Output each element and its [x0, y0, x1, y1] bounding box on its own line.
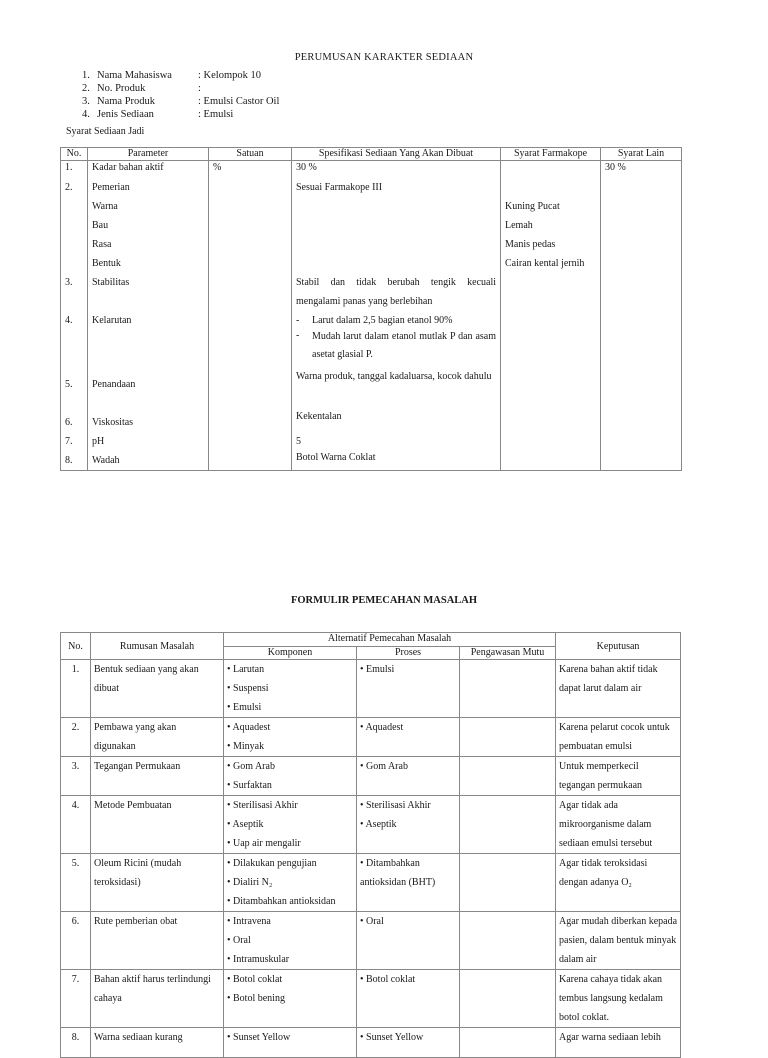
- table-header-row: [61, 633, 681, 647]
- table-row: [61, 660, 681, 718]
- row-syarat-lain: [601, 311, 682, 367]
- header-proses: Proses: [357, 646, 460, 660]
- row-farmakope: [501, 407, 601, 432]
- list-item: • Suspensi: [227, 683, 269, 694]
- row-keputusan: Untuk memperkecil tegangan permukaan: [556, 757, 681, 796]
- row-number: 3.: [61, 273, 88, 311]
- info-label: Nama Mahasiswa: [97, 70, 172, 81]
- list-item-text: Larut dalam 2,5 bagian etanol 90%: [312, 314, 453, 326]
- info-label: Nama Produk: [97, 96, 156, 107]
- row-pengawasan-mutu: [460, 1028, 556, 1058]
- header-syarat-farmakope: Syarat Farmakope: [501, 148, 601, 161]
- list-item: • Ditambahkan antioksidan (BHT): [360, 858, 436, 888]
- info-label: No. Produk: [97, 83, 146, 94]
- table-row: [61, 757, 681, 796]
- table-row: [61, 367, 682, 407]
- row-proses: [357, 660, 460, 718]
- table-row: [61, 796, 681, 854]
- row-komponen: [224, 757, 357, 796]
- list-item: • Gom Arab: [227, 761, 275, 772]
- row-rumusan-masalah: Bentuk sediaan yang akan dibuat: [91, 660, 224, 718]
- row-komponen: [224, 718, 357, 757]
- product-info-list: [82, 69, 279, 121]
- table-row: [61, 311, 682, 367]
- list-item: • Sterilisasi Akhir: [360, 800, 431, 811]
- row-proses: [357, 796, 460, 854]
- table-row: [61, 273, 682, 311]
- row-number: 7.: [61, 432, 88, 451]
- row-keputusan: Agar tidak teroksidasi dengan adanya O₂: [556, 854, 681, 912]
- row-keputusan: Agar mudah diberkan kepada pasien, dalam bentuk minyak dalam air: [556, 912, 681, 970]
- table-row: [61, 854, 681, 912]
- row-spesifikasi: Botol Warna Coklat: [292, 451, 501, 471]
- row-number: 3.: [61, 757, 91, 796]
- list-item: • Emulsi: [227, 702, 262, 713]
- row-satuan: [209, 311, 292, 367]
- table-header-row: [61, 148, 682, 161]
- info-value: : Emulsi: [198, 109, 234, 120]
- row-number: 2.: [61, 178, 88, 273]
- row-parameter-group: [88, 178, 209, 273]
- sub-parameter: Warna: [92, 200, 118, 212]
- header-keputusan: Keputusan: [556, 633, 681, 660]
- row-parameter: Stabilitas: [88, 273, 209, 311]
- row-satuan: [209, 432, 292, 451]
- sub-parameter: Bau: [92, 219, 109, 231]
- row-pengawasan-mutu: [460, 660, 556, 718]
- list-item: - Larut dalam 2,5 bagian etanol 90%: [296, 314, 453, 326]
- row-proses: [357, 1028, 460, 1058]
- row-syarat-lain: [601, 367, 682, 407]
- info-label: Jenis Sediaan: [97, 109, 154, 120]
- row-keputusan: Karena pelarut cocok untuk pembuatan emulsi: [556, 718, 681, 757]
- row-syarat-lain: [601, 432, 682, 451]
- table-row: [61, 970, 681, 1028]
- row-syarat-lain: [601, 273, 682, 311]
- table-row: [61, 161, 682, 178]
- list-item-text: Mudah larut dalam etanol mutlak P dan asam asetat glasial P.: [312, 330, 496, 360]
- list-item: • Aseptik: [227, 819, 264, 830]
- row-komponen: [224, 854, 357, 912]
- table-row: [61, 178, 682, 273]
- list-item: • Aquadest: [227, 722, 271, 733]
- info-row: [82, 69, 279, 82]
- row-spesifikasi-list: [292, 311, 501, 367]
- row-proses: [357, 854, 460, 912]
- row-spesifikasi: Sesuai Farmakope III: [292, 178, 501, 273]
- row-farmakope: [501, 451, 601, 471]
- row-keputusan: Agar warna sediaan lebih: [556, 1028, 681, 1058]
- row-pengawasan-mutu: [460, 757, 556, 796]
- list-item: • Botol bening: [227, 993, 285, 1004]
- row-pengawasan-mutu: [460, 970, 556, 1028]
- list-item: - Mudah larut dalam etanol mutlak P dan asam asetat glasial P.: [296, 328, 496, 364]
- row-farmakope: [501, 432, 601, 451]
- row-komponen: [224, 660, 357, 718]
- row-proses: [357, 718, 460, 757]
- row-farmakope: [501, 311, 601, 367]
- row-rumusan-masalah: Rute pemberian obat: [91, 912, 224, 970]
- info-number: 2.: [82, 83, 90, 94]
- info-row: [82, 108, 279, 121]
- farmakope-item: Manis pedas: [505, 238, 556, 250]
- info-number: 4.: [82, 109, 90, 120]
- row-number: 8.: [61, 451, 88, 471]
- row-number: 8.: [61, 1028, 91, 1058]
- farmakope-item: Kuning Pucat: [505, 200, 560, 212]
- farmakope-item: Lemah: [505, 219, 533, 231]
- table-row: [61, 451, 682, 471]
- info-value: : Kelompok 10: [198, 70, 261, 81]
- row-syarat-lain: 30 %: [601, 161, 682, 178]
- row-proses: [357, 970, 460, 1028]
- row-keputusan: Karena bahan aktif tidak dapat larut dalam air: [556, 660, 681, 718]
- info-number: 1.: [82, 70, 90, 81]
- row-parameter: Kelarutan: [88, 311, 209, 367]
- row-parameter: Viskositas: [88, 407, 209, 432]
- list-item: • Ditambahkan antioksidan: [227, 896, 336, 907]
- list-item: • Emulsi: [360, 664, 395, 675]
- row-rumusan-masalah: Tegangan Permukaan: [91, 757, 224, 796]
- row-number: 4.: [61, 796, 91, 854]
- row-pengawasan-mutu: [460, 718, 556, 757]
- row-satuan: [209, 451, 292, 471]
- row-proses: [357, 757, 460, 796]
- list-item: • Intramuskular: [227, 954, 290, 965]
- table-row: [61, 718, 681, 757]
- list-item: • Botol coklat: [360, 974, 416, 985]
- row-number: 7.: [61, 970, 91, 1028]
- row-spesifikasi: Warna produk, tanggal kadaluarsa, kocok dahulu: [292, 367, 501, 407]
- row-parameter: Pemerian: [92, 181, 130, 193]
- info-number: 3.: [82, 96, 90, 107]
- row-keputusan: Karena cahaya tidak akan tembus langsung kedalam botol coklat.: [556, 970, 681, 1028]
- header-syarat-lain: Syarat Lain: [601, 148, 682, 161]
- row-rumusan-masalah: Warna sediaan kurang: [91, 1028, 224, 1058]
- row-komponen: [224, 912, 357, 970]
- pemecahan-masalah-table: [60, 632, 681, 1058]
- row-number: 6.: [61, 912, 91, 970]
- header-no: No.: [61, 148, 88, 161]
- row-farmakope: [501, 273, 601, 311]
- row-parameter: Wadah: [88, 451, 209, 471]
- row-spesifikasi: Kekentalan: [292, 407, 501, 432]
- row-komponen: [224, 796, 357, 854]
- row-number: 5.: [61, 367, 88, 407]
- row-number: 2.: [61, 718, 91, 757]
- row-komponen: [224, 970, 357, 1028]
- row-number: 1.: [61, 660, 91, 718]
- row-keputusan: Agar tidak ada mikroorganisme dalam sediaan emulsi tersebut: [556, 796, 681, 854]
- list-item: • Aquadest: [360, 722, 404, 733]
- list-item: • Aseptik: [360, 819, 397, 830]
- sub-parameter: Rasa: [92, 238, 112, 250]
- row-satuan: [209, 273, 292, 311]
- row-satuan: %: [209, 161, 292, 178]
- info-value: : Emulsi Castor Oil: [198, 96, 280, 107]
- list-item: • Sunset Yellow: [227, 1032, 291, 1043]
- karakter-sediaan-table: [60, 147, 682, 471]
- row-syarat-lain: [601, 451, 682, 471]
- row-rumusan-masalah: Metode Pembuatan: [91, 796, 224, 854]
- section-label: Syarat Sediaan Jadi: [66, 126, 145, 137]
- row-pengawasan-mutu: [460, 912, 556, 970]
- row-parameter: Kadar bahan aktif: [88, 161, 209, 178]
- row-parameter: Penandaan: [88, 367, 209, 407]
- row-satuan: [209, 407, 292, 432]
- info-row: [82, 82, 279, 95]
- list-item: • Botol coklat: [227, 974, 283, 985]
- list-item: • Gom Arab: [360, 761, 408, 772]
- row-rumusan-masalah: Pembawa yang akan digunakan: [91, 718, 224, 757]
- table-row: [61, 1028, 681, 1058]
- row-syarat-lain: [601, 407, 682, 432]
- row-satuan: [209, 367, 292, 407]
- row-pengawasan-mutu: [460, 854, 556, 912]
- row-syarat-lain: [601, 178, 682, 273]
- table-body: [61, 660, 681, 1058]
- row-komponen: [224, 1028, 357, 1058]
- header-alternatif: Alternatif Pemecahan Masalah: [224, 633, 556, 647]
- list-item: • Dialiri N₂: [227, 877, 273, 888]
- header-no: No.: [61, 633, 91, 660]
- list-item: • Oral: [360, 916, 384, 927]
- row-number: 5.: [61, 854, 91, 912]
- list-item: • Oral: [227, 935, 251, 946]
- list-item: • Surfaktan: [227, 780, 272, 791]
- row-number: 1.: [61, 161, 88, 178]
- sub-parameter: Bentuk: [92, 257, 121, 269]
- form1-title: PERUMUSAN KARAKTER SEDIAAN: [294, 52, 474, 63]
- row-pengawasan-mutu: [460, 796, 556, 854]
- list-item: • Intravena: [227, 916, 271, 927]
- info-row: [82, 95, 279, 108]
- header-parameter: Parameter: [88, 148, 209, 161]
- row-farmakope: [501, 367, 601, 407]
- row-proses: [357, 912, 460, 970]
- row-number: 4.: [61, 311, 88, 367]
- header-satuan: Satuan: [209, 148, 292, 161]
- header-komponen: Komponen: [224, 646, 357, 660]
- list-item: • Sterilisasi Akhir: [227, 800, 298, 811]
- info-value: :: [198, 83, 201, 94]
- farmakope-item: Cairan kental jernih: [505, 257, 585, 269]
- header-spesifikasi: Spesifikasi Sediaan Yang Akan Dibuat: [292, 148, 501, 161]
- row-number: 6.: [61, 407, 88, 432]
- form2-title: FORMULIR PEMECAHAN MASALAH: [290, 595, 478, 606]
- row-spesifikasi: 5: [292, 432, 501, 451]
- table-row: [61, 407, 682, 432]
- list-item: • Larutan: [227, 664, 265, 675]
- row-rumusan-masalah: Bahan aktif harus terlindungi cahaya: [91, 970, 224, 1028]
- row-spesifikasi: Stabil dan tidak berubah tengik kecuali mengalami panas yang berlebihan: [292, 273, 501, 311]
- row-farmakope: [501, 161, 601, 178]
- list-item: • Minyak: [227, 741, 265, 752]
- list-item: • Sunset Yellow: [360, 1032, 424, 1043]
- list-item: • Dilakukan pengujian: [227, 858, 317, 869]
- header-rumusan-masalah: Rumusan Masalah: [91, 633, 224, 660]
- row-satuan: [209, 178, 292, 273]
- list-item: • Uap air mengalir: [227, 838, 301, 849]
- table-row: [61, 432, 682, 451]
- row-rumusan-masalah: Oleum Ricini (mudah teroksidasi): [91, 854, 224, 912]
- row-parameter: pH: [88, 432, 209, 451]
- header-pengawasan-mutu: Pengawasan Mutu: [460, 646, 556, 660]
- table-row: [61, 912, 681, 970]
- row-spesifikasi: 30 %: [292, 161, 501, 178]
- row-farmakope-group: [501, 178, 601, 273]
